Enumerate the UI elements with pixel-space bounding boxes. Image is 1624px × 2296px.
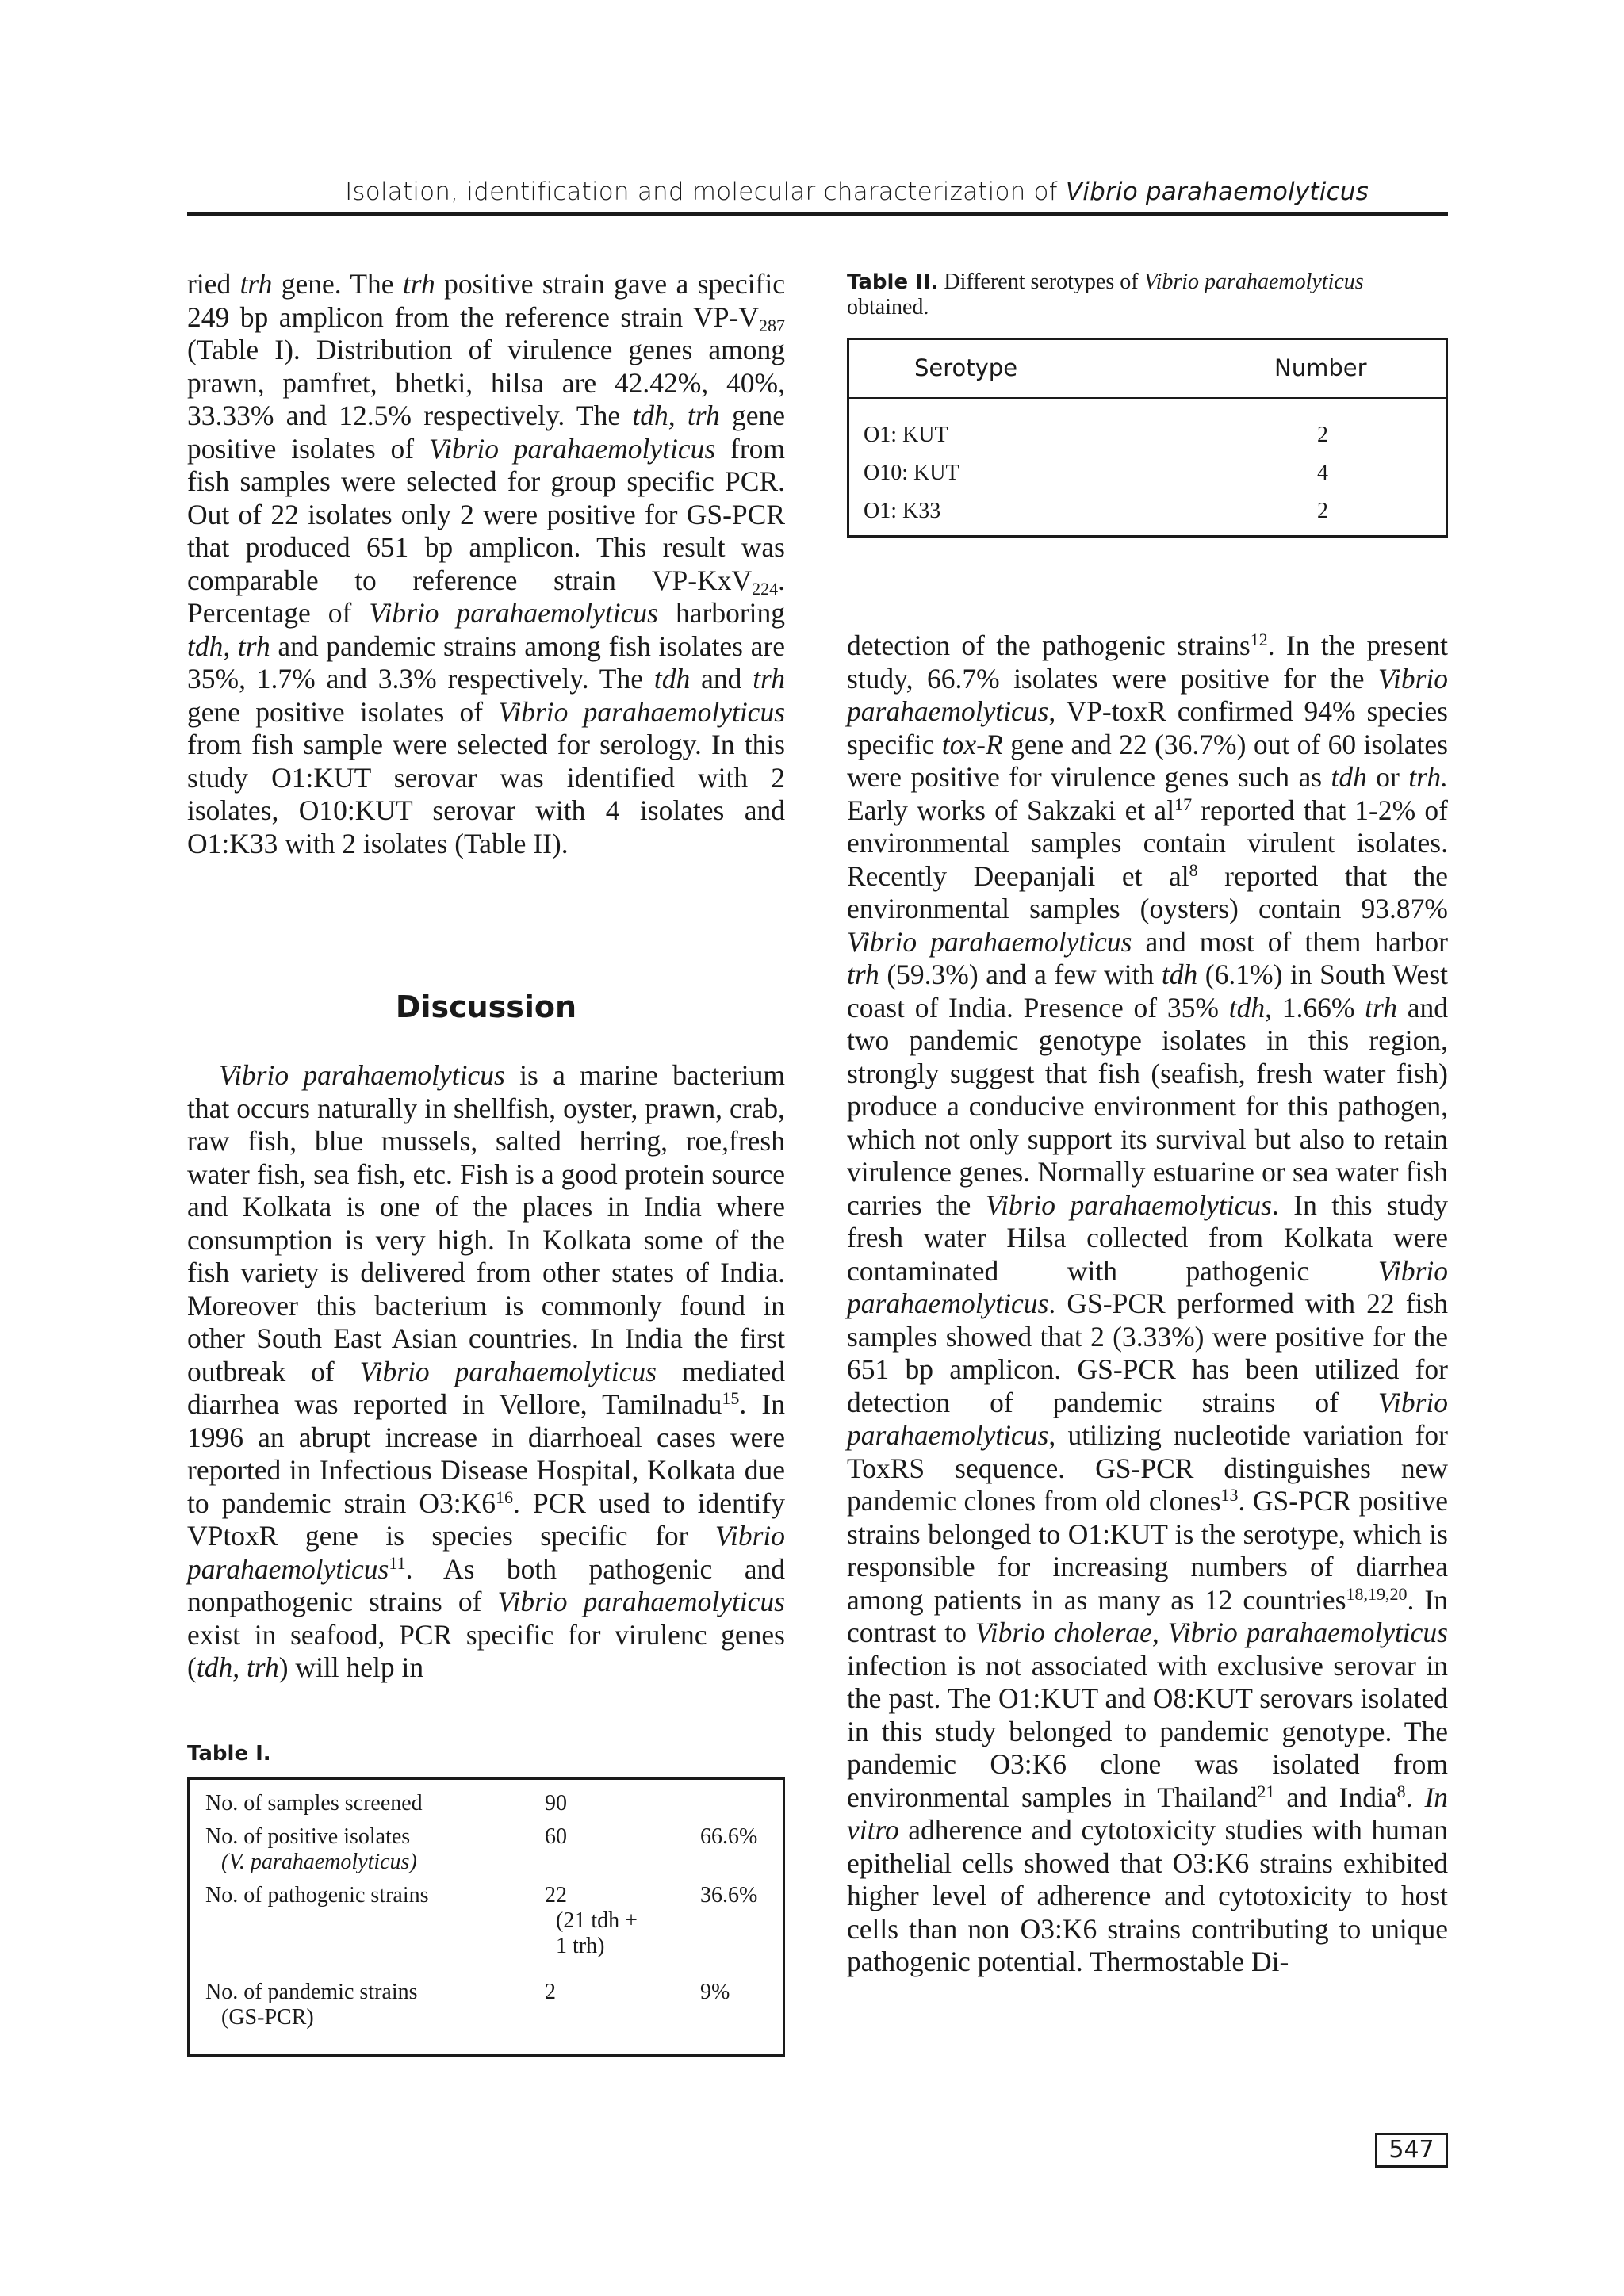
table1-row-sublabel: (GS-PCR) (221, 2005, 314, 2030)
table1-row-label: No. of positive isolates (205, 1824, 411, 1849)
table1 (187, 1777, 785, 2057)
table1-row-label: No. of samples screened (205, 1791, 423, 1816)
table1-row-label: No. of pandemic strains (205, 1980, 418, 2004)
table2 (847, 338, 1448, 538)
table1-row-sublabel: (V. parahaemolyticus) (221, 1850, 417, 1874)
discussion-heading: Discussion (395, 989, 577, 1024)
results-paragraph: ried trh gene. The trh positive strain gave a specific 249 bp amplicon from the reference strain $VP-V_{287}$ (Table I). Distribution of virulence genes among prawn, pamfret, bhetki, hilsa are 42.42%, 40%, 33.33% and 12.5% respectively. The tdh, trh gene positive isolates of Vibrio parahaemolyticus from fish samples were selected for group specific PCR. Out of 22 isolates only 2 were positive for GS-PCR that produced 651 bp amplicon. This result was comparable to reference strain VP-KxV$_{224}$. Percentage of Vibrio parahaemolyticus harboring tdh, trh and pandemic strains among fish isolates are 35%, 1.7% and 3.3% respectively. The tdh and trh gene positive isolates of Vibrio parahaemolyticus from fish sample were selected for serology. In this study O1:KUT serovar was identified with 2 isolates, O10:KUT serovar with 4 isolates and O1:K33 with 2 isolates (Table II). (187, 268, 786, 859)
table1-caption: Table I. (187, 1742, 271, 1766)
table-row (849, 418, 1446, 456)
table2-col-serotype: Serotype (914, 354, 1018, 381)
table-row (849, 494, 1446, 532)
table2-number: 2 (1317, 423, 1328, 447)
table2-caption: Table II. Different serotypes of Vibrio parahaemolyticus obtained. (847, 270, 1364, 320)
table1-row-pct: 66.6% (700, 1824, 758, 1849)
table1-row-label: No. of pathogenic strains (205, 1883, 429, 1908)
table2-serotype: O1: K33 (864, 499, 941, 523)
table1-row-pct: 9% (700, 1980, 730, 2004)
table2-serotype: O1: KUT (864, 423, 948, 447)
table2-number: 2 (1317, 499, 1328, 523)
table1-row-value-note: 1 trh) (556, 1934, 605, 1958)
discussion-paragraph-continued: detection of the pathogenic strains$^{12}$. In the present study, 66.7% isolates were positive for the Vibrio parahaemolyticus, VP-toxR confirmed 94% species specific tox-R gene and 22 (36.7%) out of 60 isolates were positive for virulence genes such as tdh or trh. Early works of Sakzaki et $al^{17}$ reported that 1-2% of environmental samples contain virulent isolates. Recently Deepanjali et $al^8$ reported that the environmental samples (oysters) contain 93.87% Vibrio parahaemolyticus and most of them harbor trh (59.3%) and a few with tdh (6.1%) in South West coast of India. Presence of 35% tdh, 1.66% trh and two pandemic genotype isolates in this region, strongly suggest that fish (seafish, fresh water fish) produce a conducive environment for this pathogen, which not only support its survival but also to retain virulence genes. Normally estuarine or sea water fish carries the Vibrio parahaemolyticus. In this study fresh water Hilsa collected from Kolkata were contaminated with pathogenic Vibrio parahaemolyticus. GS-PCR performed with 22 fish samples showed that 2 (3.33%) were positive for the 651 bp amplicon. GS-PCR has been utilized for detection of pandemic strains of Vibrio parahaemolyticus, utilizing nucleotide variation for ToxRS sequence. GS-PCR distinguishes new pandemic clones from old clones$^{13}$. GS-PCR positive strains belonged to O1:KUT is the serotype, which is responsible for increasing numbers of diarrhea among patients in as many as 12 countries$^{18,19,20}$. In contrast to Vibrio cholerae, Vibrio parahaemolyticus infection is not associated with exclusive serovar in the past. The O1:KUT and O8:KUT serovars isolated in this study belonged to pandemic genotype. The pandemic O3:K6 clone was isolated from environmental samples in Thailand$^{21}$ and India$^8$. In vitro adherence and cytotoxicity studies with human epithelial cells showed that O3:K6 strains exhibited higher level of adherence and cytotoxicity to host cells than non O3:K6 strains contributing to unique pathogenic potential. Thermostable Di- (847, 629, 1449, 1977)
table2-col-number: Number (1274, 354, 1367, 381)
table1-row-pct: 36.6% (700, 1883, 758, 1908)
table2-header (849, 340, 1446, 399)
table1-row-value: 60 (545, 1824, 567, 1849)
table-row (849, 456, 1446, 494)
running-title: Isolation, identification and molecular characterization of Vibrio parahaemolyticus (345, 178, 1369, 206)
page-number: 547 (1375, 2133, 1448, 2168)
running-header (187, 174, 1448, 216)
table1-row-value: 90 (545, 1791, 567, 1816)
table2-number: 4 (1317, 461, 1328, 485)
table1-row-value-note: (21 tdh + (556, 1908, 638, 1933)
table1-row-value: 22 (545, 1883, 567, 1908)
table2-serotype: O10: KUT (864, 461, 959, 485)
discussion-paragraph: Vibrio parahaemolyticus is a marine bacterium that occurs naturally in shellfish, oyster, prawn, crab, raw fish, blue mussels, salted herring, roe,fresh water fish, sea fish, etc. Fish is a good protein source and Kolkata is one of the places in India where consumption is very high. In Kolkata some of the fish variety is delivered from other states of India. Moreover this bacterium is commonly found in other South East Asian countries. In India the first outbreak of Vibrio parahaemolyticus mediated diarrhea was reported in Vellore, Tamilnadu$^{15}$. In 1996 an abrupt increase in diarrhoeal cases were reported in Infectious Disease Hospital, Kolkata due to pandemic strain $O3:K6^{16}$. PCR used to identify VPtoxR gene is species specific for Vibrio parahaemolyticus$^{11}$. As both pathogenic and nonpathogenic strains of Vibrio parahaemolyticus exist in seafood, PCR specific for virulenc genes (tdh, trh) will help in (187, 1059, 786, 1683)
table1-row-value: 2 (545, 1980, 556, 2004)
